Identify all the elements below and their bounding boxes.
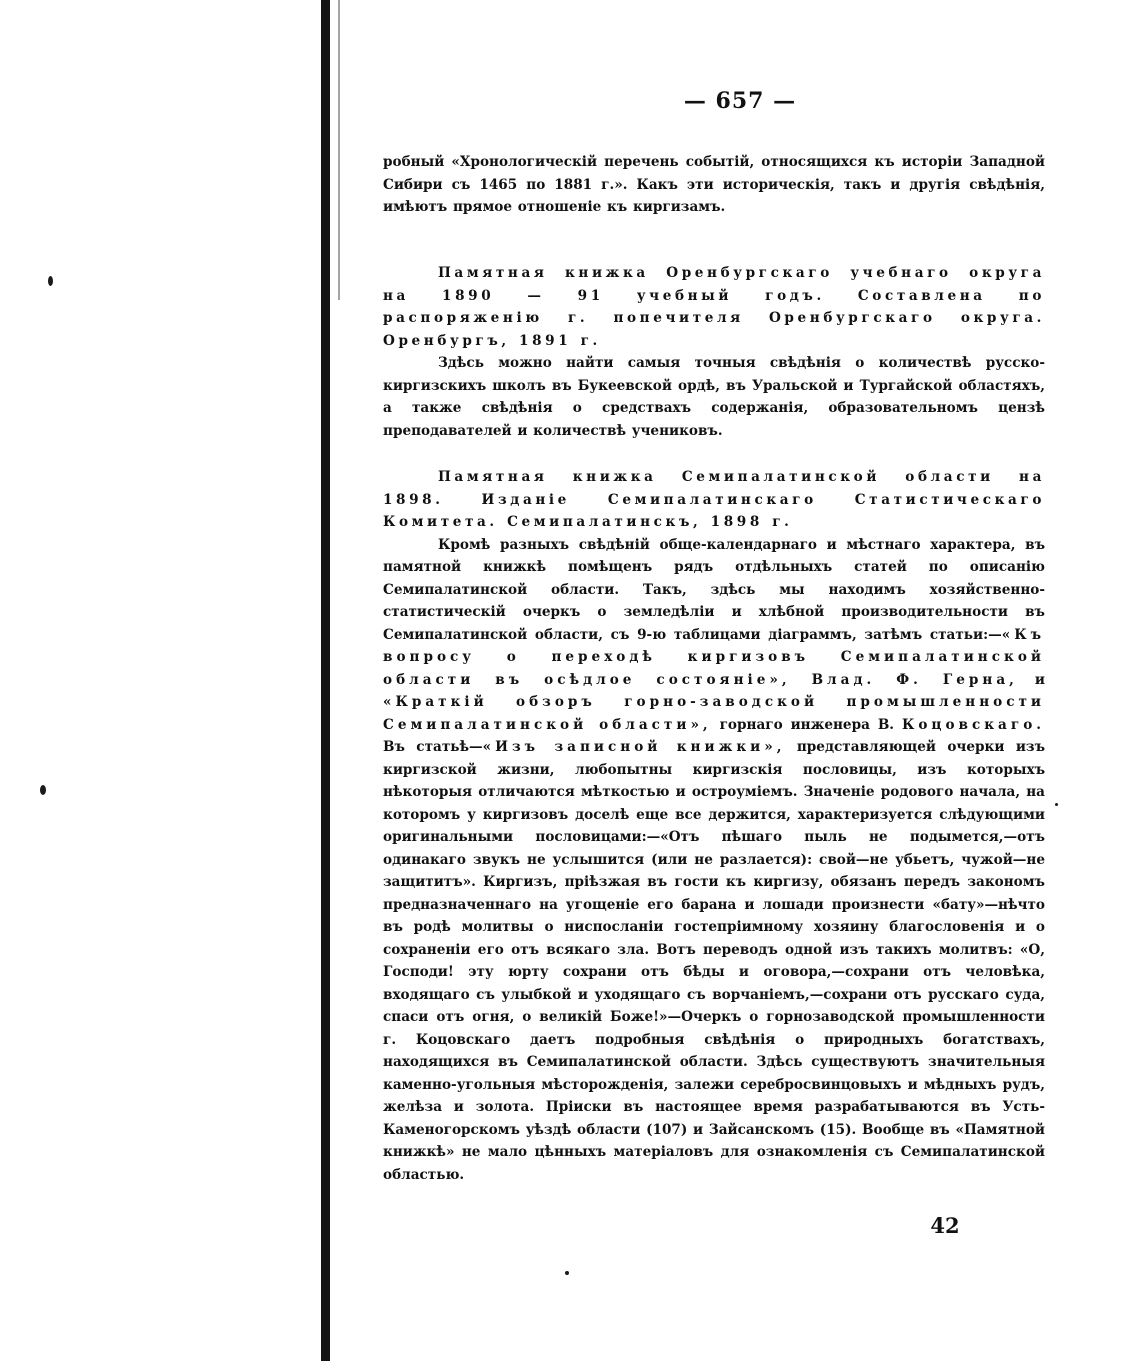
article-title-3: «Изъ записной книжки», <box>482 739 786 755</box>
binding-edge <box>338 0 340 300</box>
article-author-2: Коцовскаго. <box>901 716 1045 733</box>
signature-mark: 42 <box>930 1213 960 1238</box>
binding-shadow <box>321 0 330 1361</box>
entry-semipalatinsk <box>383 466 1045 1186</box>
article-author-1: Влад. Ф. Герна, <box>790 671 1018 688</box>
entry-orenburg <box>383 262 1045 442</box>
body-mid-1: горнаго инженера В. <box>711 716 902 733</box>
article-title-1: «Къ вопросу о переходѣ киргизовъ Семипалатинской области въ осѣдлое состояніе», <box>383 626 1045 688</box>
scan-speck <box>48 276 53 286</box>
body-intro: Кромѣ разныхъ свѣдѣній обще-календарнаго и мѣстнаго характера, въ памятной книжкѣ помѣщенъ рядъ отдѣльныхъ статей по описанію Семипалатинской области. Такъ, здѣсь мы находимъ хозяйственно-статистическій очеркъ о земледѣліи и хлѣбной производительности въ Семипалатинской области, съ 9-ю таблицами діаграммъ, затѣмъ статьи:— <box>383 536 1045 643</box>
entry-semipalatinsk-heading: Памятная книжка Семипалатинской области на 1898. Изданіе Семипалатинскаго Статистическаго Комитета. Семипалатинскъ, 1898 г. <box>383 469 1045 530</box>
conjunction: и <box>1017 671 1045 688</box>
article-title-2: «Краткій обзоръ горно-заводской промышленности Семипалатинской области», <box>383 694 1045 733</box>
scan-speck <box>565 1271 569 1275</box>
scan-speck <box>1055 803 1058 806</box>
entry-semipalatinsk-body <box>383 534 1045 1187</box>
entry-orenburg-body: Здѣсь можно найти самыя точныя свѣдѣнія о количествѣ русско-киргизскихъ школъ въ Букеевской ордѣ, въ Уральской и Тургайской областяхъ, а также свѣдѣнія о средствахъ содержанія, образовательномъ цензѣ преподавателей и количествѣ учениковъ. <box>383 355 1045 439</box>
scan-speck <box>40 785 46 795</box>
entry-orenburg-heading: Памятная книжка Оренбургскаго учебнаго округа на 1890 — 91 учебный годъ. Составлена по распоряженію г. попечителя Оренбургскаго округа. Оренбургъ, 1891 г. <box>383 265 1045 349</box>
continuation-paragraph <box>383 151 1045 219</box>
continuation-text: робный «Хронологическій перечень событій, относящихся къ исторіи Западной Сибири съ 1465 по 1881 г.». Какъ эти историческія, такъ и другія свѣдѣнія, имѣютъ прямое отношеніе къ киргизамъ. <box>383 154 1045 215</box>
body-rest: представляющей очерки изъ киргизской жизни, любопытны киргизскія пословицы, изъ которыхъ нѣкоторыя отличаются мѣткостью и остроуміемъ. Значеніе родового начала, на которомъ у киргизовъ доселѣ еще все держится, характеризуется слѣдующими оригинальными пословицами:—«Отъ пѣшаго пыль не подымется,—отъ одинакаго звукъ не услышится (или не разлается): свой—не убьетъ, чужой—не защититъ». Киргизъ, пріѣзжая въ гости къ киргизу, обязанъ передъ закономъ предназначеннаго на угощеніе его барана и лошади произнести «бату»—нѣчто въ родѣ молитвы о ниспосланіи гостепріимному хозяину благословенія и о сохраненіи его отъ всякаго зла. Вотъ переводъ одной изъ такихъ молитвъ: «О, Господи! эту юрту сохрани отъ бѣды и оговора,—сохрани отъ человѣка, входящаго съ улыбкой и уходящаго съ ворчаніемъ,—сохрани отъ русскаго суда, спаси отъ огня, о великій Боже!»—Очеркъ о горнозаводской промышленности г. Коцовскаго даетъ подробныя свѣдѣнія о природныхъ богатствахъ, находящихся въ Семипалатинской области. Здѣсь существуютъ значительныя каменно-угольныя мѣсторожденія, залежи серебросвинцовыхъ и мѣдныхъ рудъ, желѣза и золота. Пріиски въ настоящее время разрабатываются въ Усть-Каменогорскомъ уѣздѣ области (107) и Зайсанскомъ (15). Вообще въ «Памятной книжкѣ» не мало цѣнныхъ матеріаловъ для ознакомленія съ Семипалатинской областью. <box>383 739 1045 1183</box>
body-mid-2: Въ статьѣ— <box>383 739 483 755</box>
page-number: — 657 — <box>683 88 797 114</box>
